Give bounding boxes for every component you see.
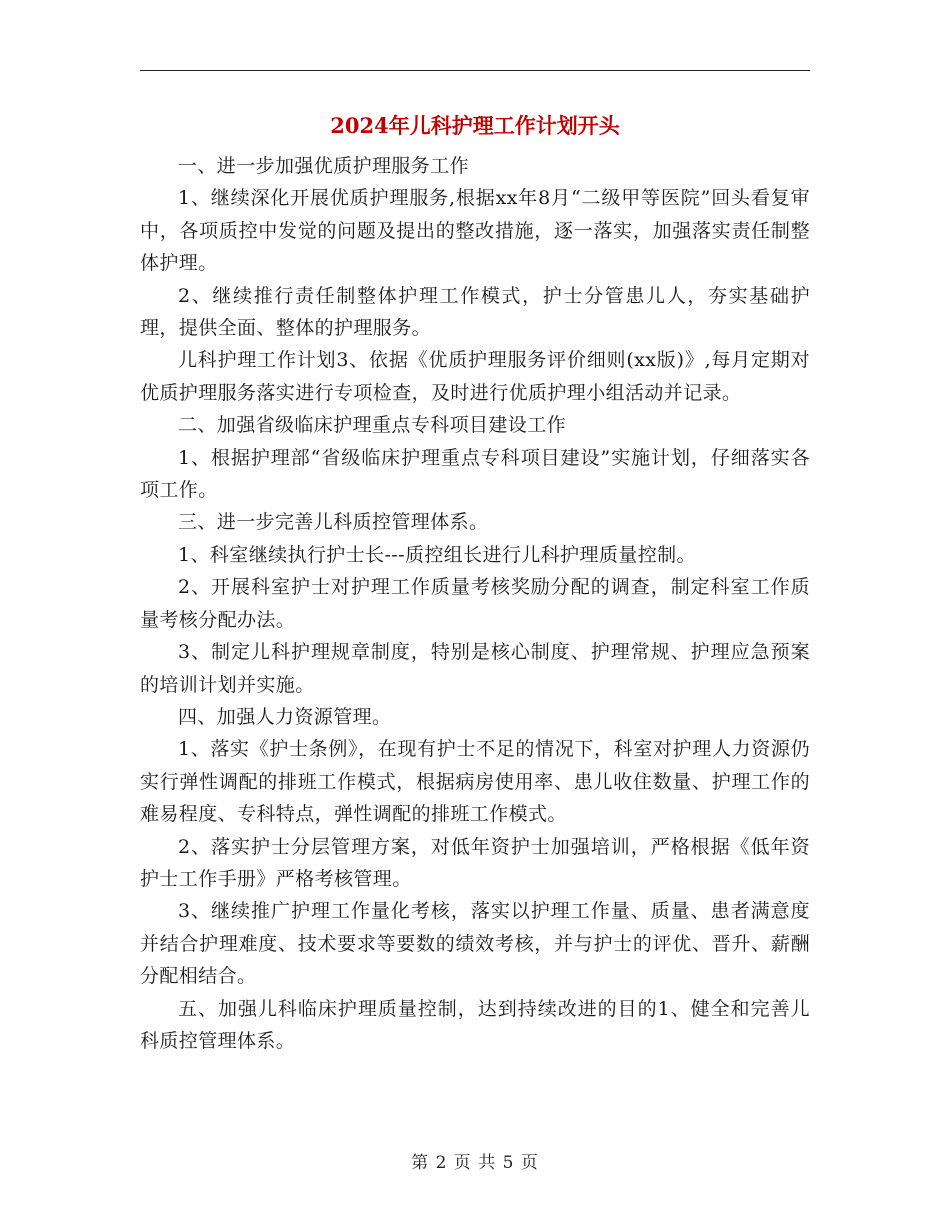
paragraph-1-3: 儿科护理工作计划3、依据《优质护理服务评价细则(xx版)》,每月定期对优质护理服务落实进行专项检查，及时进行优质护理小组活动并记录。	[140, 349, 810, 404]
section-heading-3: 三、进一步完善儿科质控管理体系。	[178, 511, 489, 534]
paragraph-4-3: 3、继续推广护理工作量化考核，落实以护理工作量、质量、患者满意度并结合护理难度、技术要求等要数的绩效考核，并与护士的评优、晋升、薪酬分配相结合。	[140, 900, 810, 988]
header-rule	[140, 70, 810, 71]
paragraph-3-2: 2、开展科室护士对护理工作质量考核奖励分配的调查，制定科室工作质量考核分配办法。	[140, 576, 810, 631]
paragraph-1-2: 2、继续推行责任制整体护理工作模式，护士分管患儿人，夯实基础护理，提供全面、整体的护理服务。	[140, 284, 810, 340]
section-heading-5: 五、加强儿科临床护理质量控制，达到持续改进的目的1、健全和完善儿科质控管理体系。	[140, 997, 810, 1052]
paragraph-3-3: 3、制定儿科护理规章制度，特别是核心制度、护理常规、护理应急预案的培训计划并实施。	[140, 641, 810, 696]
paragraph-2-1: 1、根据护理部“省级临床护理重点专科项目建设”实施计划，仔细落实各项工作。	[140, 446, 810, 502]
paragraph-1-1: 1、继续深化开展优质护理服务,根据xx年8月“二级甲等医院”回头看复审中，各项质控中发觉的问题及提出的整改措施，逐一落实，加强落实责任制整体护理。	[140, 187, 810, 275]
section-heading-1: 一、进一步加强优质护理服务工作	[178, 155, 470, 177]
section-heading-4: 四、加强人力资源管理。	[178, 705, 392, 728]
page-number-footer: 第 2 页 共 5 页	[411, 1153, 539, 1173]
section-heading-2: 二、加强省级临床护理重点专科项目建设工作	[178, 414, 567, 437]
document-body	[140, 150, 810, 1057]
paragraph-4-1: 1、落实《护士条例》，在现有护士不足的情况下，科室对护理人力资源仍实行弹性调配的排班工作模式，根据病房使用率、患儿收住数量、护理工作的难易程度、专科特点，弹性调配的排班工作模式。	[140, 738, 810, 826]
document-title: 2024年儿科护理工作计划开头	[330, 113, 620, 138]
paragraph-3-1: 1、科室继续执行护士长---质控组长进行儿科护理质量控制。	[178, 543, 696, 566]
paragraph-4-2: 2、落实护士分层管理方案，对低年资护士加强培训，严格根据《低年资护士工作手册》严格考核管理。	[140, 835, 810, 890]
